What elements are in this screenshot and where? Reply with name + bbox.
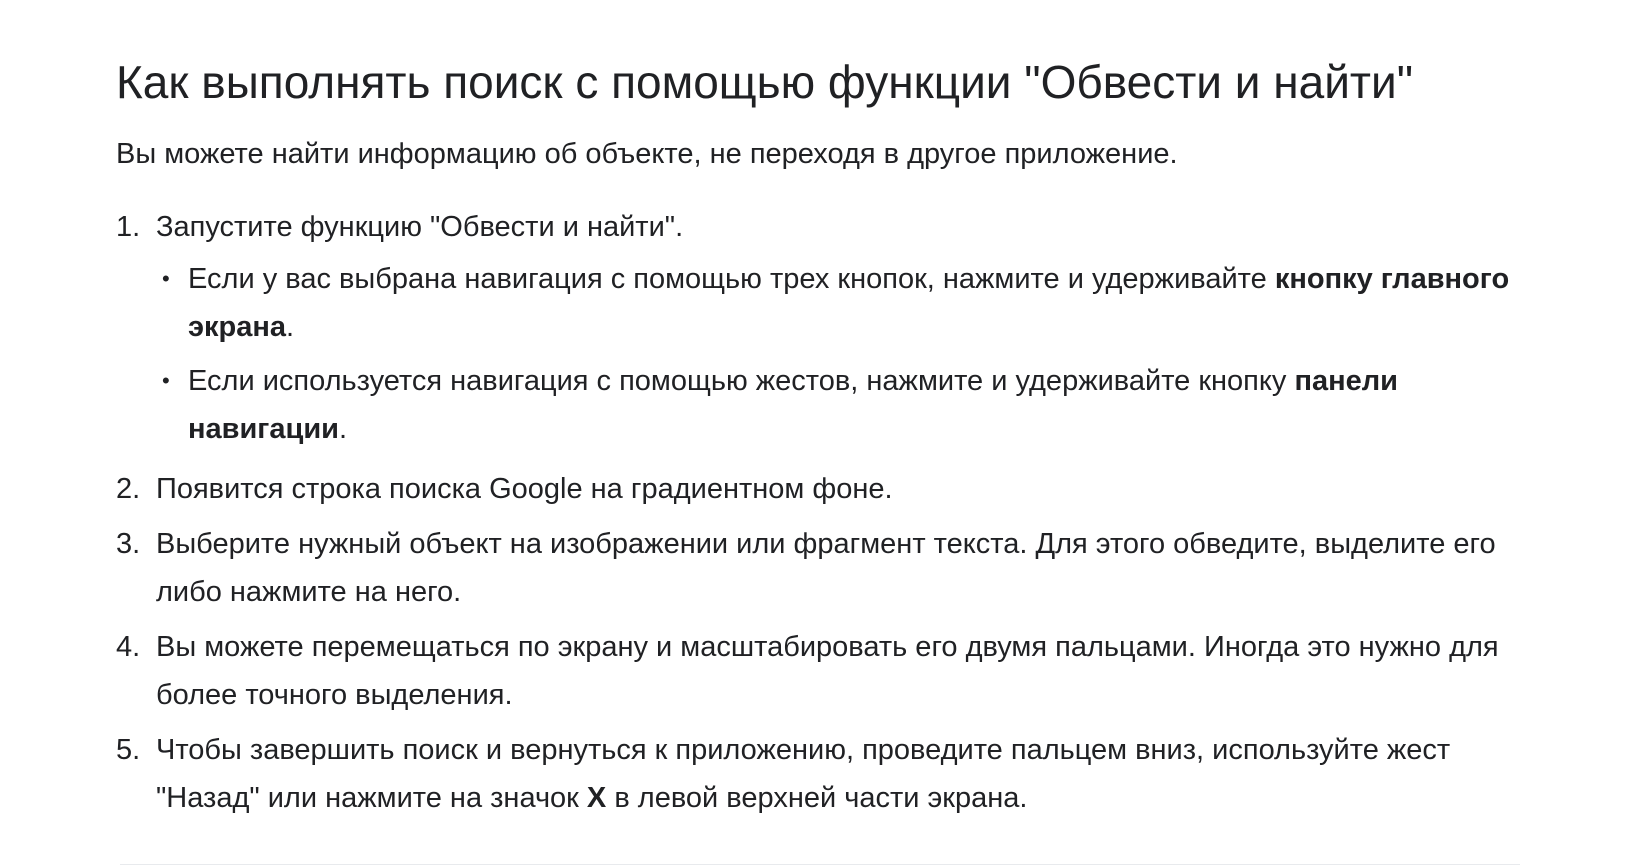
step-text <box>156 726 1536 822</box>
home-button-term: кнопку главного экрана <box>188 263 1510 343</box>
step-text: Запустите функцию "Обвести и найти". <box>156 211 684 243</box>
nav-panel-term: панели навигации <box>188 365 1398 445</box>
step-3 <box>116 520 1536 616</box>
steps-list <box>116 203 1536 829</box>
sub-item-text: Если у вас выбрана навигация с помощью трех кнопок, нажмите и удерживайте <box>188 263 1275 295</box>
bullet-icon: • <box>162 266 170 291</box>
sub-item-text: Если используется навигация с помощью жестов, нажмите и удерживайте кнопку <box>188 365 1295 397</box>
step-text: Выберите нужный объект на изображении или фрагмент текста. Для этого обведите, выделите его либо нажмите на него. <box>156 528 1496 608</box>
step-text-after: в левой верхней части экрана. <box>606 782 1028 814</box>
sub-item-three-button <box>156 255 1536 351</box>
step-number: 2. <box>116 473 141 505</box>
step-4 <box>116 623 1536 719</box>
sub-item-gesture <box>156 357 1536 453</box>
step-1-subitems <box>156 255 1536 453</box>
step-number: 3. <box>116 528 141 560</box>
step-5 <box>116 726 1536 822</box>
step-number: 1. <box>116 211 141 243</box>
close-x-term: X <box>586 782 607 814</box>
divider <box>120 864 1520 865</box>
step-text-before: Чтобы завершить поиск и вернуться к приложению, проведите пальцем вниз, используйте жест "Назад" или нажмите на значок <box>156 734 1451 814</box>
step-1 <box>116 203 1536 453</box>
step-2 <box>116 465 1536 513</box>
sub-item-punct: . <box>286 311 295 343</box>
bullet-icon: • <box>162 368 170 393</box>
intro-text: Вы можете найти информацию об объекте, не переходя в другое приложение. <box>116 138 1178 170</box>
step-number: 4. <box>116 631 141 663</box>
sub-item-punct: . <box>339 413 348 445</box>
step-text: Вы можете перемещаться по экрану и масштабировать его двумя пальцами. Иногда это нужно для более точного выделения. <box>156 631 1499 711</box>
step-number: 5. <box>116 734 141 766</box>
step-text: Появится строка поиска Google на градиентном фоне. <box>156 473 893 505</box>
page-title: Как выполнять поиск с помощью функции "Обвести и найти" <box>116 56 1414 108</box>
